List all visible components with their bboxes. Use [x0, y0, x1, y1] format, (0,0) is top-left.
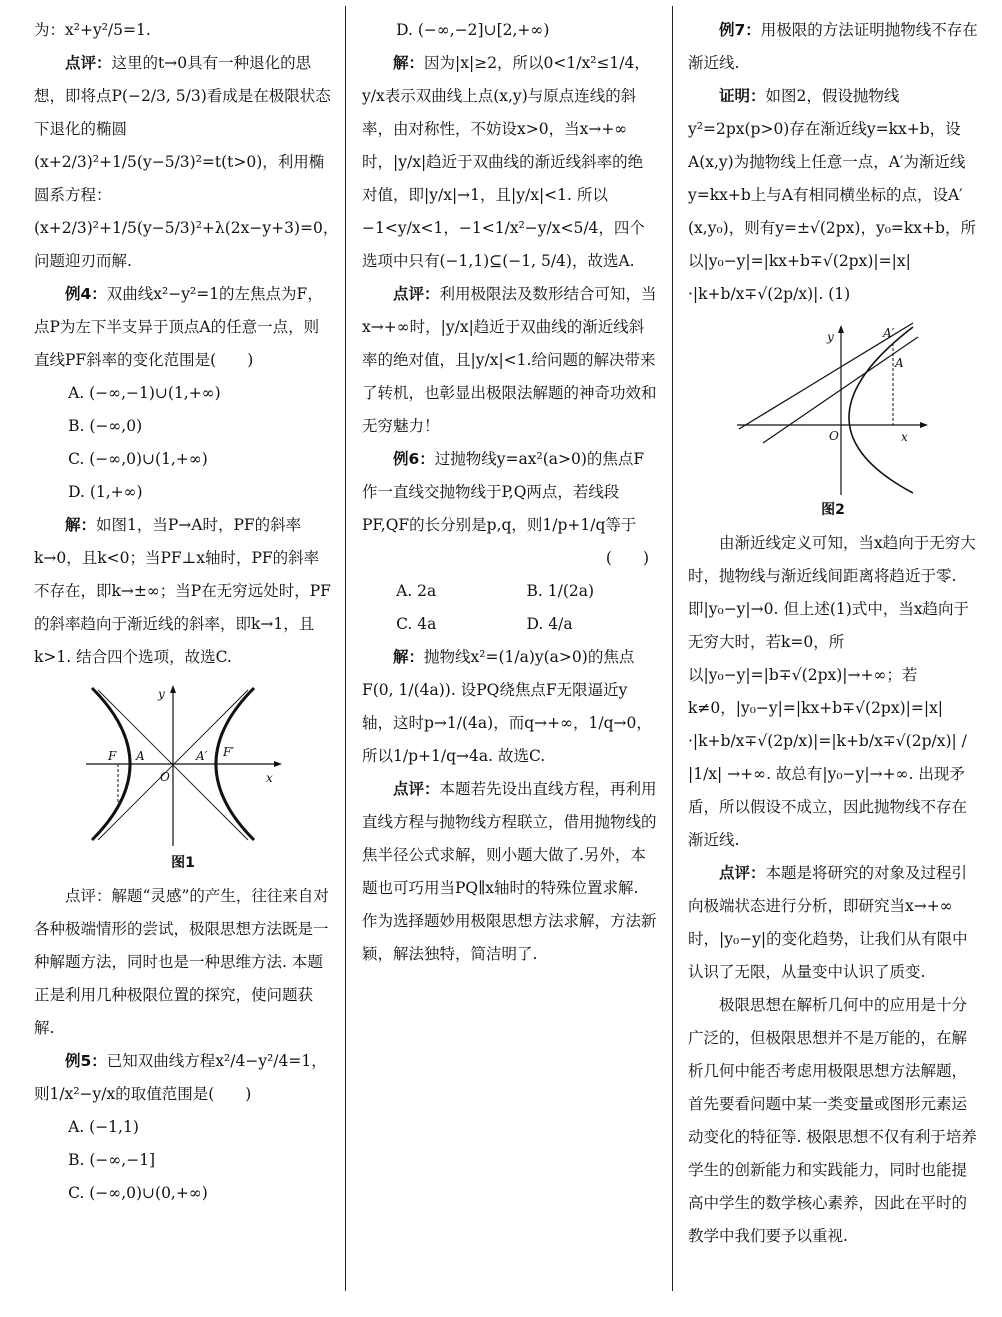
fig1-label-x: x — [266, 771, 273, 785]
example-6-option-a: A. 2a — [396, 582, 437, 600]
fig2-label-O: O — [829, 429, 839, 443]
example-4-option-c: C. (−∞,0)∪(1,+∞) — [68, 450, 208, 468]
comment-5: 点评：利用极限法及数形结合可知，当x→+∞时，|y/x|趋近于双曲线的渐近线斜率的绝对值，且|y/x|<1.给问题的解决带来了转机，也彰显出极限法解题的神奇功效和无穷魅力！ — [362, 285, 657, 435]
solution-5: 解：因为|x|≥2，所以0<1/x²≤1/4，y/x表示双曲线上点(x,y)与原点连线的斜率，由对称性，不妨设x>0，当x→+∞时，|y/x|趋近于双曲线的渐近线斜率的绝对值，即|y/x|→1，且|y/x|<1. 所以−1<y/x<1，−1<1/x²−y/x<5/4，四个选项中只有(−1,1)⊆(−1, 5/4)，故选A. — [362, 54, 650, 270]
fig1-label-O: O — [160, 770, 170, 784]
example-5-option-b: B. (−∞,−1] — [68, 1151, 156, 1169]
fig2-label-A: A — [895, 356, 904, 370]
fig1-label-F-prime: F′ — [223, 745, 235, 759]
example-7: 例7：用极限的方法证明抛物线不存在渐近线. — [688, 21, 978, 72]
example-6-answer-paren: ( ) — [605, 549, 649, 567]
example-5-option-a: A. (−1,1) — [68, 1118, 139, 1136]
example-6: 例6：过抛物线y=ax²(a>0)的焦点F作一直线交抛物线于P,Q两点，若线段PF,QF的长分别是p,q，则1/p+1/q等于 — [362, 450, 645, 534]
example-6-options-row-1 — [362, 575, 657, 608]
fig1-label-A-prime: A′ — [196, 749, 208, 763]
example-4: 例4：双曲线x²−y²=1的左焦点为F，点P为左下半支异于顶点A的任意一点，则直线PF斜率的变化范围是( ) — [34, 285, 323, 369]
column-2 — [362, 14, 657, 1303]
comment-6: 点评：本题若先设出直线方程，再利用直线方程与抛物线方程联立，借用抛物线的焦半径公式求解，则小题大做了.另外，本题也可巧用当PQ∥x轴时的特殊位置求解. 作为选择题妙用极限思想方法求解，方法新颖，解法独特，简洁明了. — [362, 780, 657, 963]
example-6-options-row-2 — [362, 608, 657, 641]
fig2-label-y: y — [827, 330, 834, 344]
fig1-label-A: A — [136, 749, 145, 763]
column-3 — [688, 14, 978, 1303]
comment-3: 点评：这里的t→0具有一种退化的思想，即将点P(−2/3, 5/3)看成是在极限状态下退化的椭圆(x+2/3)²+1/5(y−5/3)²=t(t>0)，利用椭圆系方程：(x+2/3)²+1/5(y−5/3)²+λ(2x−y+3)=0，问题迎刃而解. — [34, 54, 339, 270]
figure-1-caption: 图1 — [171, 855, 195, 871]
example-4-option-b: B. (−∞,0) — [68, 417, 143, 435]
fig2-label-x: x — [901, 430, 908, 444]
proof-7: 证明：如图2，假设抛物线y²=2px(p>0)存在渐近线y=kx+b，设A(x,y)为抛物线上任意一点，A′为渐近线y=kx+b上与A有相同横坐标的点，设A′(x,y₀)，则有y=±√(2px)，y₀=kx+b，所以|y₀−y|=|kx+b∓√(2px)|=|x|·|k+b/x∓√(2p/x)|. (1) — [688, 87, 976, 303]
figure-1-hyperbola — [78, 680, 288, 850]
example-5-option-d: D. (−∞,−2]∪[2,+∞) — [396, 21, 550, 39]
figure-2-caption: 图2 — [821, 502, 845, 518]
fig1-label-y: y — [158, 687, 165, 701]
column-divider-right — [672, 6, 673, 1291]
fig1-label-F: F — [108, 749, 117, 763]
figure-2-parabola — [733, 317, 933, 497]
solution-6: 解：抛物线x²=(1/a)y(a>0)的焦点F(0, 1/(4a)). 设PQ绕焦点F无限逼近y轴，这时p→1/(4a)，而q→+∞，1/q→0，所以1/p+1/q→4a. 故选C. — [362, 648, 652, 765]
solution-4: 解：如图1，当P→A时，PF的斜率k→0，且k<0；当PF⊥x轴时，PF的斜率不存在，即k→±∞；当P在无穷远处时，PF的斜率趋向于渐近线的斜率，即k→1，且k>1. 结合四个选项，故选C. — [34, 516, 331, 666]
column-divider-left — [345, 6, 346, 1291]
example-4-option-d: D. (1,+∞) — [68, 483, 143, 501]
example-5-option-c: C. (−∞,0)∪(0,+∞) — [68, 1184, 208, 1202]
proof-7-continued: 由渐近线定义可知，当x趋向于无穷大时，抛物线与渐近线间距离将趋近于零. 即|y₀−y|→0. 但上述(1)式中，当x趋向于无穷大时，若k=0，所以|y₀−y|=|b∓√(2px)|→+∞；若k≠0，|y₀−y|=|kx+b∓√(2px)|=|x|·|k+b/x∓√(2p/x)|=|k+b/x∓√(2p/x)| / |1/x| →+∞. 故总有|y₀−y|→+∞. 出现矛盾，所以假设不成立，因此抛物线不存在渐近线. — [688, 534, 976, 849]
comment-4: 点评：解题“灵感”的产生，往往来自对各种极端情形的尝试，极限思想方法既是一种解题方法，同时也是一种思维方法. 本题正是利用几种极限位置的探究，使问题获解. — [34, 887, 329, 1037]
closing-paragraph: 极限思想在解析几何中的应用是十分广泛的，但极限思想并不是万能的，在解析几何中能否考虑用极限思想方法解题，首先要看问题中某一类变量或图形元素运动变化的特征等. 极限思想不仅有利于培养学生的创新能力和实践能力，同时也能提高中学生的数学核心素养，因此在平时的教学中我们要予以重视. — [688, 996, 977, 1245]
example-6-option-b: B. 1/(2a) — [526, 582, 595, 600]
example-5: 例5：已知双曲线方程x²/4−y²/4=1，则1/x²−y/x的取值范围是( ) — [34, 1052, 327, 1103]
ellipse-equation-line: 为：x²+y²/5=1. — [34, 21, 151, 39]
column-1 — [34, 14, 339, 1303]
example-4-option-a: A. (−∞,−1)∪(1,+∞) — [68, 384, 221, 402]
example-6-option-c: C. 4a — [396, 615, 437, 633]
comment-7: 点评：本题是将研究的对象及过程引向极端状态进行分析，即研究当x→+∞时，|y₀−y|的变化趋势，让我们从有限中认识了无限，从量变中认识了质变. — [688, 864, 968, 981]
fig2-label-A-prime: A′ — [883, 326, 895, 340]
example-6-option-d: D. 4/a — [526, 615, 573, 633]
